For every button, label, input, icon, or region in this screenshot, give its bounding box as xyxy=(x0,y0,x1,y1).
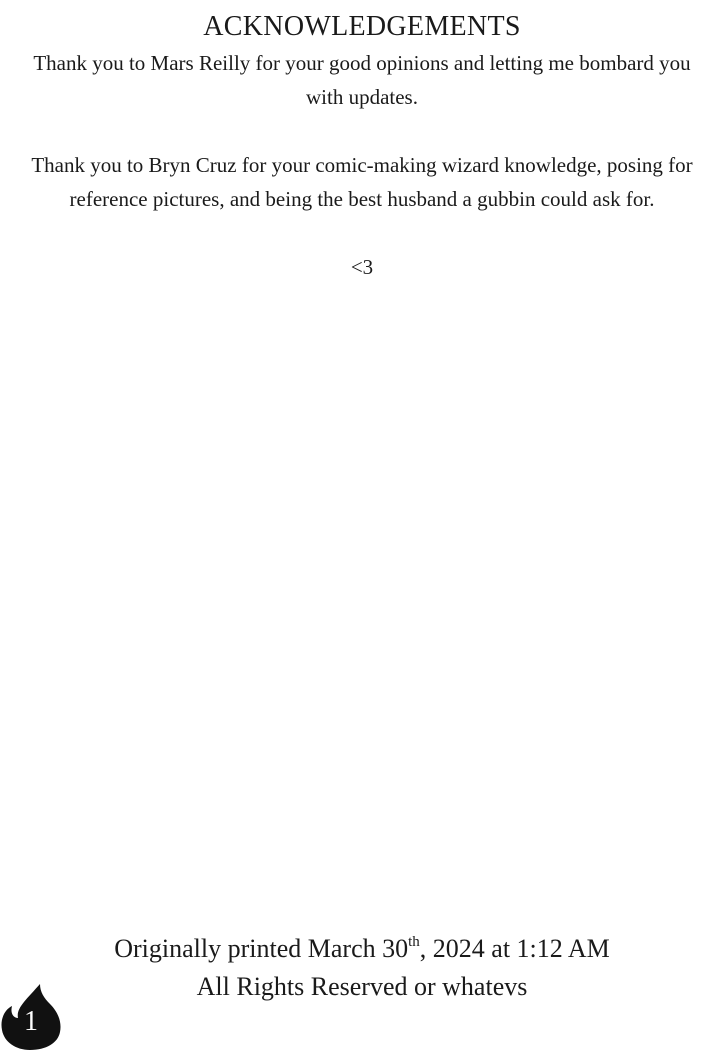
page-number: 1 xyxy=(24,1006,38,1037)
print-date-prefix: Originally printed March 30 xyxy=(114,934,409,963)
page-title: ACKNOWLEDGEMENTS xyxy=(203,11,521,42)
heart-emoticon: <3 xyxy=(350,255,374,279)
footer xyxy=(0,932,724,1003)
acknowledgement-bryn: Thank you to Bryn Cruz for your comic-making wizard knowledge, posing for reference pictures, and being the best husband a gubbin could ask for. xyxy=(31,153,693,211)
page-number-badge xyxy=(0,982,64,1050)
print-date-line xyxy=(0,932,724,970)
print-date-ordinal: th xyxy=(408,934,420,950)
rights-line: All Rights Reserved or whatevs xyxy=(196,972,528,1001)
print-date-suffix: , 2024 at 1:12 AM xyxy=(419,934,610,963)
acknowledgement-mars: Thank you to Mars Reilly for your good opinions and letting me bombard you with updates. xyxy=(33,51,691,109)
